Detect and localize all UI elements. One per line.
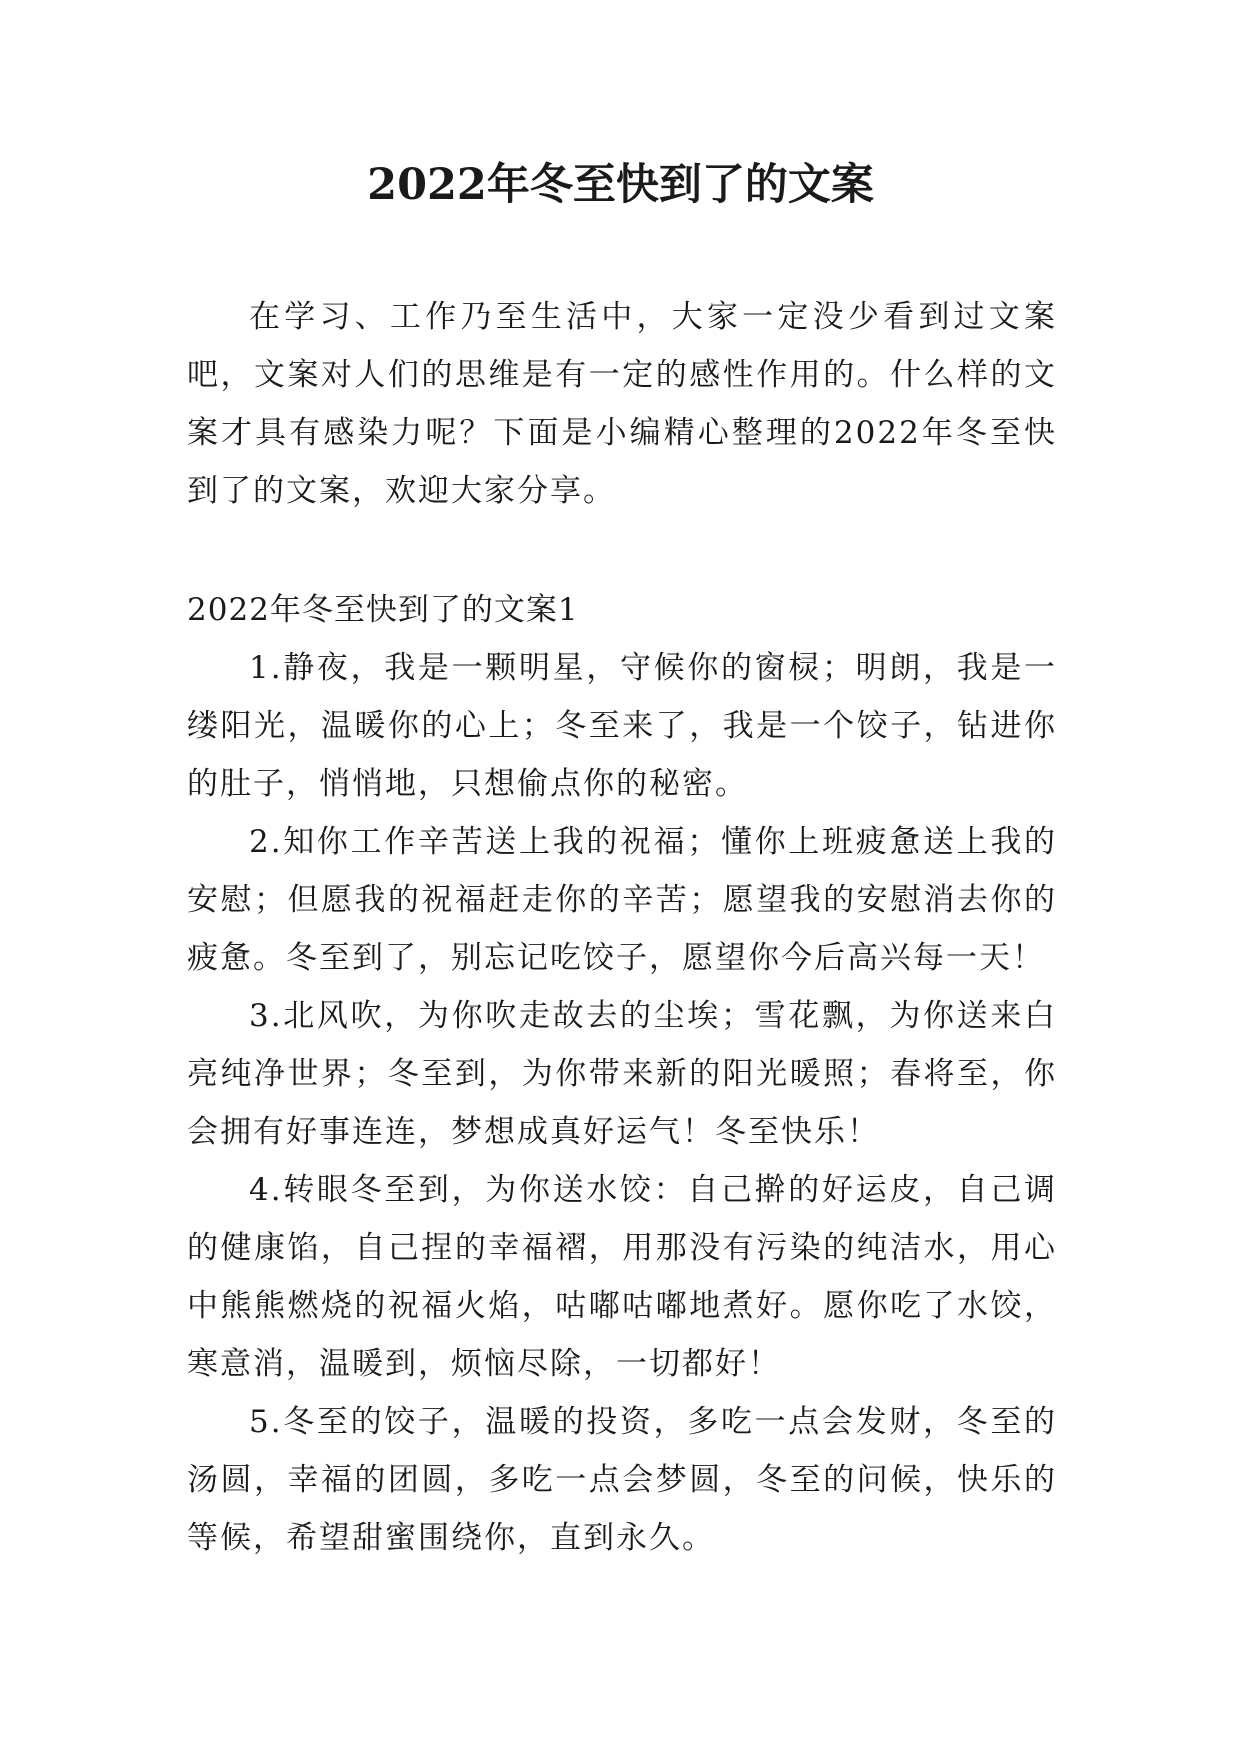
list-item: 3.北风吹，为你吹走故去的尘埃；雪花飘，为你送来白亮纯净世界；冬至到，为你带来新的阳光暖照；春将至，你会拥有好事连连，梦想成真好运气！冬至快乐！ (187, 998, 1057, 1150)
list-item: 5.冬至的饺子，温暖的投资，多吃一点会发财，冬至的汤圆，幸福的团圆，多吃一点会梦圆，冬至的问候，快乐的等候，希望甜蜜围绕你，直到永久。 (187, 1404, 1057, 1556)
list-item: 1.静夜，我是一颗明星，守候你的窗棂；明朗，我是一缕阳光，温暖你的心上；冬至来了，我是一个饺子，钻进你的肚子，悄悄地，只想偷点你的秘密。 (187, 650, 1057, 802)
list-item: 4.转眼冬至到，为你送水饺：自己擀的好运皮，自己调的健康馅，自己捏的幸福褶，用那没有污染的纯洁水，用心中熊熊燃烧的祝福火焰，咕嘟咕嘟地煮好。愿你吃了水饺，寒意消，温暖到，烦恼尽除，一切都好！ (187, 1172, 1057, 1382)
item-list (187, 639, 1057, 1567)
document-title: 2022年冬至快到了的文案 (367, 160, 874, 210)
list-item: 2.知你工作辛苦送上我的祝福；懂你上班疲惫送上我的安慰；但愿我的祝福赶走你的辛苦；愿望我的安慰消去你的疲惫。冬至到了，别忘记吃饺子，愿望你今后高兴每一天！ (187, 824, 1057, 976)
intro-paragraph: 在学习、工作乃至生活中，大家一定没少看到过文案吧，文案对人们的思维是有一定的感性作用的。什么样的文案才具有感染力呢？下面是小编精心整理的2022年冬至快到了的文案，欢迎大家分享。 (187, 299, 1057, 509)
section-heading: 2022年冬至快到了的文案1 (187, 592, 579, 628)
